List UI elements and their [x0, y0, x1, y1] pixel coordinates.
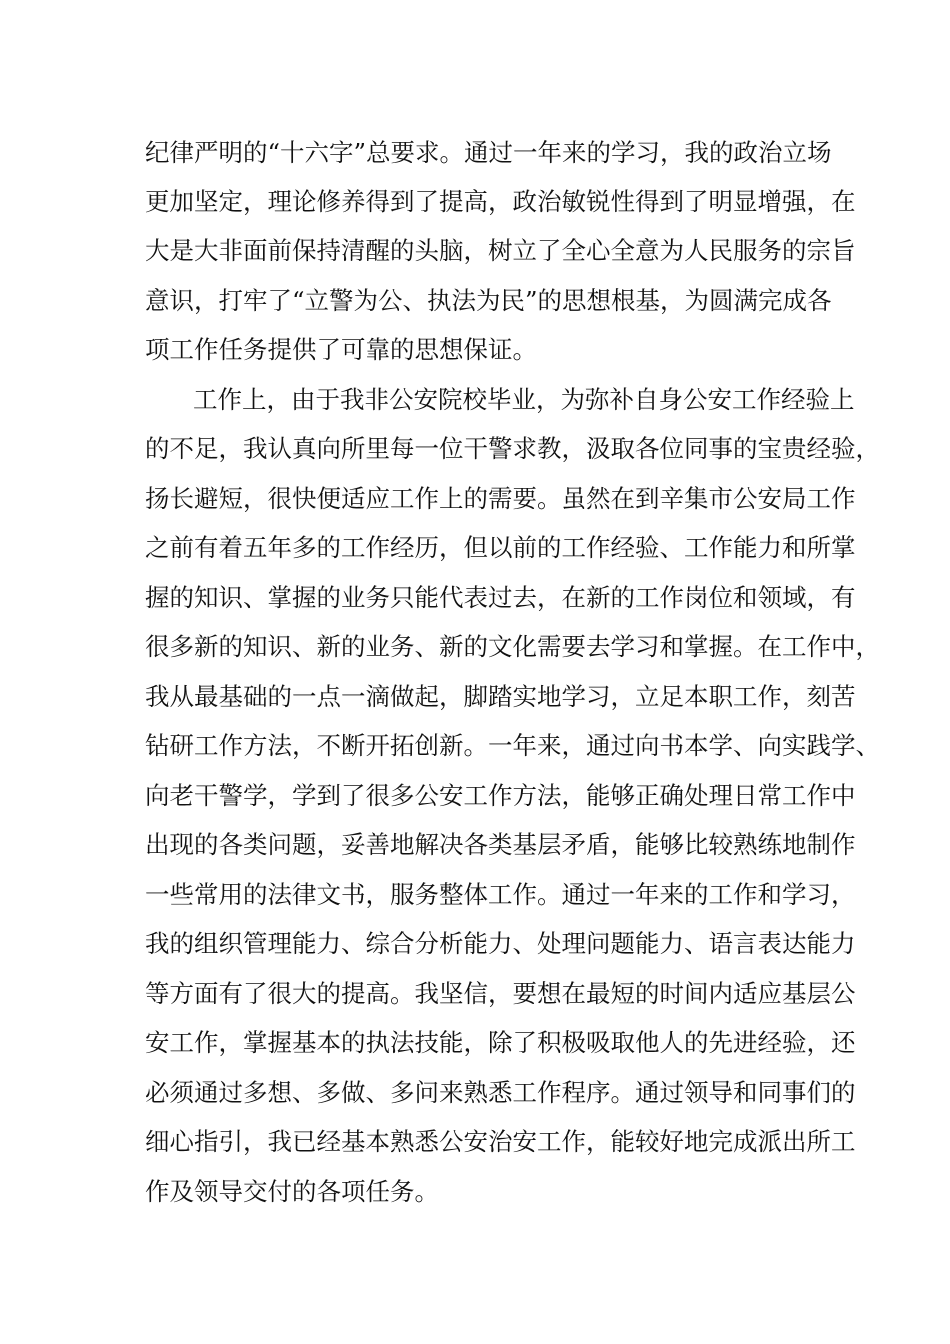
text-line: 必须通过多想、多做、多问来熟悉工作程序。通过领导和同事们的: [145, 1078, 856, 1107]
text-line: 作及领导交付的各项任务。: [145, 1177, 439, 1206]
text-line: 之前有着五年多的工作经历，但以前的工作经验、工作能力和所掌: [145, 533, 856, 562]
text-line: 大是大非面前保持清醒的头脑，树立了全心全意为人民服务的宗旨: [145, 236, 856, 265]
text-line: 等方面有了很大的提高。我坚信，要想在最短的时间内适应基层公: [145, 979, 856, 1008]
text-line: 出现的各类问题，妥善地解决各类基层矛盾，能够比较熟练地制作: [145, 830, 856, 859]
text-line: 扬长避短，很快便适应工作上的需要。虽然在到辛集市公安局工作: [145, 484, 856, 513]
text-line: 更加坚定，理论修养得到了提高，政治敏锐性得到了明显增强，在: [145, 187, 856, 216]
text-line: 意识，打牢了“立警为公、执法为民”的思想根基，为圆满完成各: [145, 286, 832, 315]
text-line: 纪律严明的“十六字”总要求。通过一年来的学习，我的政治立场: [145, 138, 832, 167]
text-line: 的不足，我认真向所里每一位干警求教，汲取各位同事的宝贵经验，: [145, 434, 880, 463]
text-line: 细心指引，我已经基本熟悉公安治安工作，能较好地完成派出所工: [145, 1127, 856, 1156]
text-line: 向老干警学，学到了很多公安工作方法，能够正确处理日常工作中: [145, 781, 856, 810]
text-line: 安工作，掌握基本的执法技能，除了积极吸取他人的先进经验，还: [145, 1028, 856, 1057]
text-line: 钻研工作方法，不断开拓创新。一年来，通过向书本学、向实践学、: [145, 731, 880, 760]
text-line: 我的组织管理能力、综合分析能力、处理问题能力、语言表达能力: [145, 929, 856, 958]
text-line: 我从最基础的一点一滴做起，脚踏实地学习，立足本职工作，刻苦: [145, 682, 856, 711]
text-line: 很多新的知识、新的业务、新的文化需要去学习和掌握。在工作中，: [145, 632, 880, 661]
text-line: 一些常用的法律文书，服务整体工作。通过一年来的工作和学习，: [145, 880, 856, 909]
paragraph-first-line: 工作上，由于我非公安院校毕业，为弥补自身公安工作经验上: [193, 385, 855, 414]
text-line: 项工作任务提供了可靠的思想保证。: [145, 335, 537, 364]
text-line: 握的知识、掌握的业务只能代表过去，在新的工作岗位和领域，有: [145, 583, 856, 612]
